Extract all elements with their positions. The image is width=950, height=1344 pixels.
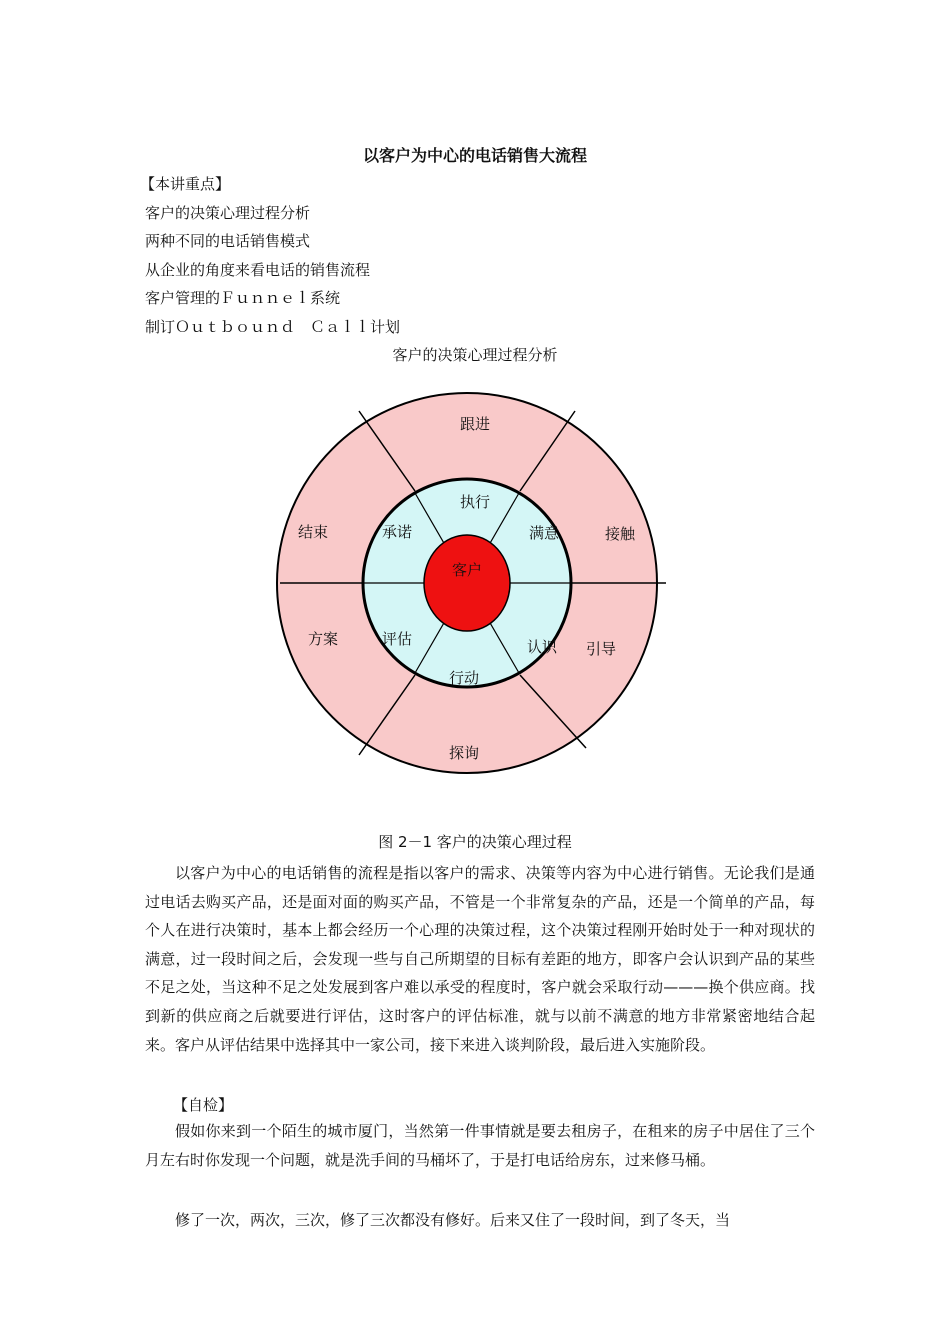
outer-label-lower-right: 引导 — [585, 640, 617, 658]
inner-label-bottom: 行动 — [448, 669, 480, 687]
outer-label-top: 跟进 — [459, 415, 491, 433]
center-label: 客户 — [451, 561, 483, 579]
key-points-heading: 【本讲重点】 — [140, 175, 231, 193]
figure-caption: 图 2－1 客户的决策心理过程 — [378, 833, 572, 851]
outer-label-lower-left: 方案 — [307, 630, 339, 648]
key-point-item: 客户管理的Ｆｕｎｎｅｌ系统 — [145, 289, 341, 307]
inner-label-upper-left: 承诺 — [381, 523, 413, 541]
outer-label-bottom: 探询 — [448, 744, 480, 762]
decision-process-diagram — [270, 376, 680, 796]
center-circle — [424, 535, 510, 631]
section-heading: 客户的决策心理过程分析 — [392, 346, 558, 364]
inner-label-lower-right: 认识 — [526, 638, 558, 656]
body-paragraph: 假如你来到一个陌生的城市厦门，当然第一件事情就是要去租房子，在租来的房子中居住了三个月左右时你发现一个问题，就是洗手间的马桶坏了，于是打电话给房东，过来修马桶。 — [145, 1122, 815, 1169]
body-paragraph: 以客户为中心的电话销售的流程是指以客户的需求、决策等内容为中心进行销售。无论我们是通过电话去购买产品，还是面对面的购买产品，不管是一个非常复杂的产品，还是一个简单的产品，每个人在进行决策时，基本上都会经历一个心理的决策过程，这个决策过程刚开始时处于一种对现状的满意，过一段时间之后，会发现一些与自己所期望的目标有差距的地方，即客户会认识到产品的某些不足之处，当这种不足之处发展到客户难以承受的程度时，客户就会采取行动———换个供应商。找到新的供应商之后就要进行评估，这时客户的评估标准，就与以前不满意的地方非常紧密地结合起来。客户从评估结果中选择其中一家公司，接下来进入谈判阶段，最后进入实施阶段。 — [145, 864, 815, 1054]
inner-label-top: 执行 — [459, 493, 491, 511]
self-check-heading: 【自检】 — [173, 1096, 234, 1114]
outer-label-upper-left: 结束 — [297, 523, 329, 541]
outer-label-upper-right: 接触 — [604, 525, 636, 543]
key-point-item: 制订Ｏｕｔｂｏｕｎｄ Ｃａｌｌ计划 — [145, 318, 401, 336]
document-title: 以客户为中心的电话销售大流程 — [362, 146, 587, 165]
key-point-item: 客户的决策心理过程分析 — [145, 204, 311, 222]
inner-label-upper-right: 满意 — [528, 524, 560, 542]
key-point-item: 从企业的角度来看电话的销售流程 — [145, 261, 371, 279]
inner-label-lower-left: 评估 — [381, 630, 413, 648]
key-point-item: 两种不同的电话销售模式 — [145, 232, 311, 250]
body-paragraph: 修了一次，两次，三次，修了三次都没有修好。后来又住了一段时间，到了冬天，当 — [175, 1211, 731, 1229]
